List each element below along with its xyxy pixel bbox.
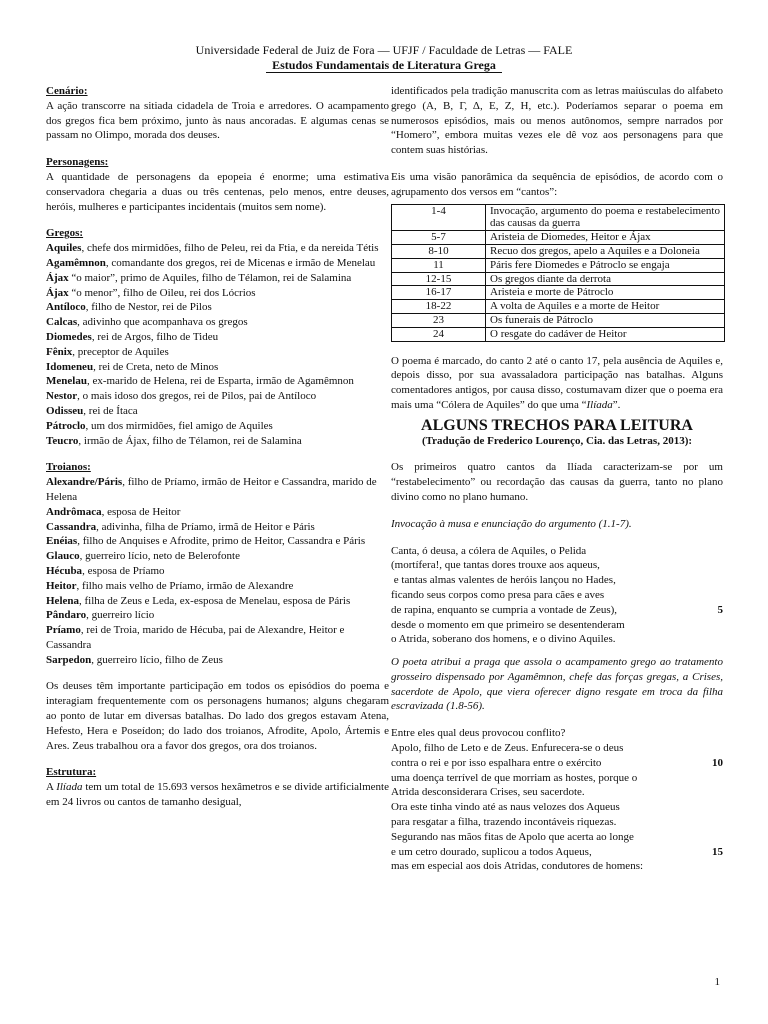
character-description: , adivinho que acompanhava os gregos bbox=[77, 316, 248, 329]
verse-text: o Atrida, soberano dos homens, e o divino Aquiles. bbox=[391, 633, 616, 646]
episode-cell: Aristeia e morte de Pátroclo bbox=[486, 286, 725, 300]
translation-credit: (Tradução de Frederico Lourenço, Cia. das Letras, 2013): bbox=[421, 434, 693, 447]
character-entry bbox=[46, 330, 389, 345]
header-institution: Universidade Federal de Juiz de Fora — UFJF / Faculdade de Letras — FALE bbox=[195, 43, 573, 57]
verse-text: para resgatar a filha, trazendo incontáveis riquezas. bbox=[391, 816, 617, 829]
character-entry bbox=[46, 579, 389, 594]
character-name: Hécuba bbox=[46, 564, 83, 577]
verse-text: Ora este tinha vindo até as naus velozes dos Aqueus bbox=[391, 801, 620, 814]
header-course bbox=[0, 58, 768, 73]
cantos-cell: 18-22 bbox=[392, 300, 486, 314]
character-entry bbox=[46, 534, 389, 549]
right-column bbox=[391, 84, 723, 874]
cantos-cell: 16-17 bbox=[392, 286, 486, 300]
verse-text: mas em especial aos dois Atridas, condutores de homens: bbox=[391, 860, 644, 873]
invocacao-title: Invocação à musa e enunciação do argumento (1.1-7). bbox=[391, 517, 632, 530]
verse-line bbox=[391, 800, 723, 815]
verse-line bbox=[391, 859, 723, 874]
estrutura-text: A Ilíada tem um total de 15.693 versos hexâmetros e se divide artificialmente em 24 livros ou cantos de tamanho desigual, bbox=[46, 781, 389, 809]
verse-text: e um cetro dourado, suplicou a todos Aqueus, bbox=[391, 845, 592, 858]
episodes-table bbox=[391, 204, 725, 342]
verse-line bbox=[391, 632, 723, 647]
verse-text: ficando seus corpos como presa para cães e aves bbox=[391, 588, 605, 601]
character-name: Agamêmnon bbox=[46, 256, 106, 269]
page-number: 1 bbox=[714, 976, 720, 988]
character-entry bbox=[46, 608, 389, 623]
character-name: Glauco bbox=[46, 550, 80, 563]
character-entry bbox=[46, 520, 389, 535]
character-description: , esposa de Príamo bbox=[82, 564, 165, 577]
verse-line bbox=[391, 618, 723, 633]
character-entry bbox=[46, 594, 389, 609]
character-description: , irmão de Ájax, filho de Télamon, rei de Salamina bbox=[78, 434, 302, 447]
praga-paragraph: O poeta atribui a praga que assola o acampamento grego ao tratamento grosseiro dispensado por Agamêmnon, chefe das forças gregas, a Crises, sacerdote de Apolo, que viera oferecer digno resgate em troca da filha escravizada (1.8-56). bbox=[391, 656, 723, 713]
character-name: Idomeneu bbox=[46, 360, 94, 373]
table-row bbox=[392, 300, 725, 314]
cantos-cell: 11 bbox=[392, 258, 486, 272]
personagens-title: Personagens: bbox=[46, 156, 109, 169]
verse-line bbox=[391, 830, 723, 845]
character-description: , adivinha, filha de Príamo, irmã de Heitor e Páris bbox=[96, 520, 315, 533]
character-description: , guerreiro lício, neto de Belerofonte bbox=[79, 550, 240, 563]
colera-paragraph: O poema é marcado, do canto 2 até o canto 17, pela ausência de Aquiles e, depois disso, por sua avassaladora participação nas batalhas. Alguns comentadores antigos, por causa disso, costumavam dizer que o poema era mais uma “Cólera de Aquiles” do que uma “Ilíada”. bbox=[391, 354, 723, 411]
verse-text: Entre eles qual deus provocou conflito? bbox=[391, 727, 566, 740]
alfabeto-paragraph: identificados pela tradição manuscrita com as letras maiúsculas do alfabeto grego (Α, Β, Γ, Δ, Ε, Ζ, Η, etc.). Poderíamos separar o poema em numerosos episódios, mais ou menos autônomos, sempre narrados por “Homero”, embora muitas vezes ele dê voz aos personagens para que contem suas histórias. bbox=[391, 85, 723, 157]
verse-line bbox=[391, 544, 723, 559]
character-entry bbox=[46, 404, 389, 419]
character-name: Nestor bbox=[46, 390, 78, 403]
panorama-paragraph: Eis uma visão panorâmica da sequência de episódios, de acordo com o agrupamento dos versos em “cantos”: bbox=[391, 170, 723, 198]
gregos-list bbox=[46, 241, 389, 448]
character-entry bbox=[46, 419, 389, 434]
cantos-cell: 1-4 bbox=[392, 204, 486, 231]
episode-cell: O resgate do cadáver de Heitor bbox=[486, 327, 725, 341]
character-entry bbox=[46, 505, 389, 520]
character-description: “o menor”, filho de Oileu, rei dos Lócrios bbox=[68, 286, 256, 299]
verse-text: desde o momento em que primeiro se desentenderam bbox=[391, 618, 625, 631]
verse-line bbox=[391, 785, 723, 800]
character-name: Calcas bbox=[46, 316, 78, 329]
episode-cell: Aristeia de Diomedes, Heitor e Ájax bbox=[486, 231, 725, 245]
character-entry bbox=[46, 374, 389, 389]
character-name: Odisseu bbox=[46, 404, 84, 417]
character-name: Antíloco bbox=[46, 301, 86, 314]
episode-cell: Recuo dos gregos, apelo a Aquiles e a Doloneia bbox=[486, 244, 725, 258]
line-number: 15 bbox=[712, 845, 723, 858]
line-number: 5 bbox=[717, 603, 723, 616]
episode-cell: Invocação, argumento do poema e restabelecimento das causas da guerra bbox=[486, 204, 725, 231]
verse-text: Atrida desconsiderara Crises, seu sacerdote. bbox=[391, 786, 585, 799]
verses-block-1 bbox=[391, 544, 723, 648]
character-entry bbox=[46, 345, 389, 360]
character-name: Menelau bbox=[46, 375, 87, 388]
episode-cell: A volta de Aquiles e a morte de Heitor bbox=[486, 300, 725, 314]
character-entry bbox=[46, 475, 389, 505]
character-name: Aquiles bbox=[46, 242, 82, 255]
estrutura-title: Estrutura: bbox=[46, 766, 97, 779]
character-name: Sarpedon bbox=[46, 653, 92, 666]
verse-line bbox=[391, 603, 723, 618]
table-row bbox=[392, 272, 725, 286]
character-name: Heitor bbox=[46, 579, 77, 592]
character-entry bbox=[46, 256, 389, 271]
verse-line bbox=[391, 845, 723, 860]
character-description: , comandante dos gregos, rei de Micenas e irmão de Menelau bbox=[105, 256, 376, 269]
episode-cell: Páris fere Diomedes e Pátroclo se engaja bbox=[486, 258, 725, 272]
cenario-title: Cenário: bbox=[46, 85, 88, 97]
intro-paragraph: Os primeiros quatro cantos da Ilíada caracterizam-se por um “restabelecimento” ou recordação das causas da guerra, tanto no plano divino como no plano humano. bbox=[391, 461, 723, 503]
table-row bbox=[392, 258, 725, 272]
verses-block-2 bbox=[391, 726, 723, 874]
course-title: Estudos Fundamentais de Literatura Grega bbox=[266, 58, 502, 73]
character-name: Andrômaca bbox=[46, 505, 102, 518]
verse-line bbox=[391, 771, 723, 786]
character-description: , filha de Zeus e Leda, ex-esposa de Menelau, esposa de Páris bbox=[79, 594, 351, 607]
character-entry bbox=[46, 300, 389, 315]
verse-text: Canta, ó deusa, a cólera de Aquiles, o Pelida bbox=[391, 544, 587, 557]
verse-line bbox=[391, 573, 723, 588]
table-row bbox=[392, 231, 725, 245]
verse-text: Apolo, filho de Leto e de Zeus. Enfurecera-se o deus bbox=[391, 742, 624, 755]
left-column bbox=[46, 84, 389, 810]
character-name: Teucro bbox=[46, 434, 79, 447]
character-name: Príamo bbox=[46, 624, 81, 637]
character-entry bbox=[46, 315, 389, 330]
verse-text: uma doença terrível de que morriam as hostes, porque o bbox=[391, 771, 638, 784]
cantos-cell: 12-15 bbox=[392, 272, 486, 286]
table-row bbox=[392, 313, 725, 327]
character-description: , esposa de Heitor bbox=[101, 505, 181, 518]
verse-line bbox=[391, 756, 723, 771]
cantos-cell: 24 bbox=[392, 327, 486, 341]
character-description: , filho de Anquises e Afrodite, primo de Heitor, Cassandra e Páris bbox=[77, 535, 366, 548]
character-entry bbox=[46, 623, 389, 653]
character-entry bbox=[46, 271, 389, 286]
character-entry bbox=[46, 564, 389, 579]
character-description: , o mais idoso dos gregos, rei de Pilos, pai de Antíloco bbox=[77, 390, 317, 403]
episode-cell: Os gregos diante da derrota bbox=[486, 272, 725, 286]
character-description: , filho mais velho de Príamo, irmão de Alexandre bbox=[76, 579, 294, 592]
cantos-cell: 23 bbox=[392, 313, 486, 327]
character-name: Diomedes bbox=[46, 330, 92, 343]
character-description: , chefe dos mirmidões, filho de Peleu, rei da Ftia, e da nereida Tétis bbox=[81, 242, 379, 255]
character-entry bbox=[46, 389, 389, 404]
character-name: Fênix bbox=[46, 345, 73, 358]
character-description: , um dos mirmidões, fiel amigo de Aquiles bbox=[85, 419, 273, 432]
line-number: 10 bbox=[712, 756, 723, 769]
verse-text: Segurando nas mãos fitas de Apolo que acerta ao longe bbox=[391, 830, 634, 843]
verse-text: de rapina, enquanto se cumpria a vontade de Zeus), bbox=[391, 603, 618, 616]
verse-text: contra o rei e por isso espalhara entre o exército bbox=[391, 756, 602, 769]
character-description: , filho de Príamo, irmão de Heitor e Cassandra, marido de Helena bbox=[46, 476, 377, 503]
character-entry bbox=[46, 286, 389, 301]
table-row bbox=[392, 286, 725, 300]
troianos-title: Troianos: bbox=[46, 461, 91, 474]
character-name: Ájax bbox=[46, 286, 69, 299]
cantos-cell: 8-10 bbox=[392, 244, 486, 258]
character-description: , rei de Creta, neto de Minos bbox=[93, 360, 219, 373]
troianos-list bbox=[46, 475, 389, 667]
character-name: Enéias bbox=[46, 535, 78, 548]
character-name: Helena bbox=[46, 594, 79, 607]
table-row bbox=[392, 327, 725, 341]
character-description: , guerreiro lício, filho de Zeus bbox=[91, 653, 223, 666]
character-description: , rei de Ítaca bbox=[83, 404, 138, 417]
character-name: Alexandre/Páris bbox=[46, 476, 123, 489]
cenario-text: A ação transcorre na sitiada cidadela de Troia e arredores. O acampamento dos gregos fica bem próximo, junto às naus ancoradas. E algumas cenas se passam no Olimpo, morada dos deuses. bbox=[46, 99, 389, 142]
character-description: , preceptor de Aquiles bbox=[72, 345, 169, 358]
verse-line bbox=[391, 588, 723, 603]
character-description: , guerreiro lício bbox=[86, 609, 155, 622]
episode-cell: Os funerais de Pátroclo bbox=[486, 313, 725, 327]
character-description: , filho de Nestor, rei de Pilos bbox=[85, 301, 212, 314]
character-entry bbox=[46, 653, 389, 668]
character-entry bbox=[46, 241, 389, 256]
section-heading: ALGUNS TRECHOS PARA LEITURA bbox=[421, 416, 693, 434]
character-description: , rei de Troia, marido de Hécuba, pai de Alexandre, Heitor e Cassandra bbox=[46, 624, 345, 651]
cantos-cell: 5-7 bbox=[392, 231, 486, 245]
gregos-title: Gregos: bbox=[46, 227, 84, 240]
verse-line bbox=[391, 815, 723, 830]
character-entry bbox=[46, 434, 389, 449]
character-name: Cassandra bbox=[46, 520, 97, 533]
table-row bbox=[392, 204, 725, 231]
character-name: Pândaro bbox=[46, 609, 87, 622]
table-row bbox=[392, 244, 725, 258]
character-description: , rei de Argos, filho de Tideu bbox=[91, 330, 219, 343]
verse-line bbox=[391, 558, 723, 573]
character-name: Ájax bbox=[46, 271, 69, 284]
character-entry bbox=[46, 549, 389, 564]
personagens-text: A quantidade de personagens da epopeia é enorme; uma estimativa conservadora chegaria a duas ou três centenas, pelo menos, entre deuses, heróis, mulheres e participantes incidentais (muitos sem nome). bbox=[46, 170, 389, 213]
verse-line bbox=[391, 741, 723, 756]
verse-text: e tantas almas valentes de heróis lançou no Hades, bbox=[391, 574, 616, 587]
character-description: , ex-marido de Helena, rei de Esparta, irmão de Agamêmnon bbox=[86, 375, 354, 388]
deuses-text: Os deuses têm importante participação em todos os episódios do poema e interagiam frequentemente com os personagens humanos; alguns chegaram ao ponto de lutar em diversas batalhas. Do lado dos gregos estavam Atena, Hefesto, Hera e Poseídon; do lado dos troianos, Afrodite, Apolo, Ártemis e Ares. Zeus trabalhou ora a favor dos gregos, ora dos troianos. bbox=[46, 680, 389, 752]
verse-text: (mortífera!, que tantas dores trouxe aos aqueus, bbox=[391, 559, 600, 572]
verse-line bbox=[391, 726, 723, 741]
character-entry bbox=[46, 360, 389, 375]
character-description: “o maior”, primo de Aquiles, filho de Télamon, rei de Salamina bbox=[68, 271, 352, 284]
character-name: Pátroclo bbox=[46, 419, 86, 432]
